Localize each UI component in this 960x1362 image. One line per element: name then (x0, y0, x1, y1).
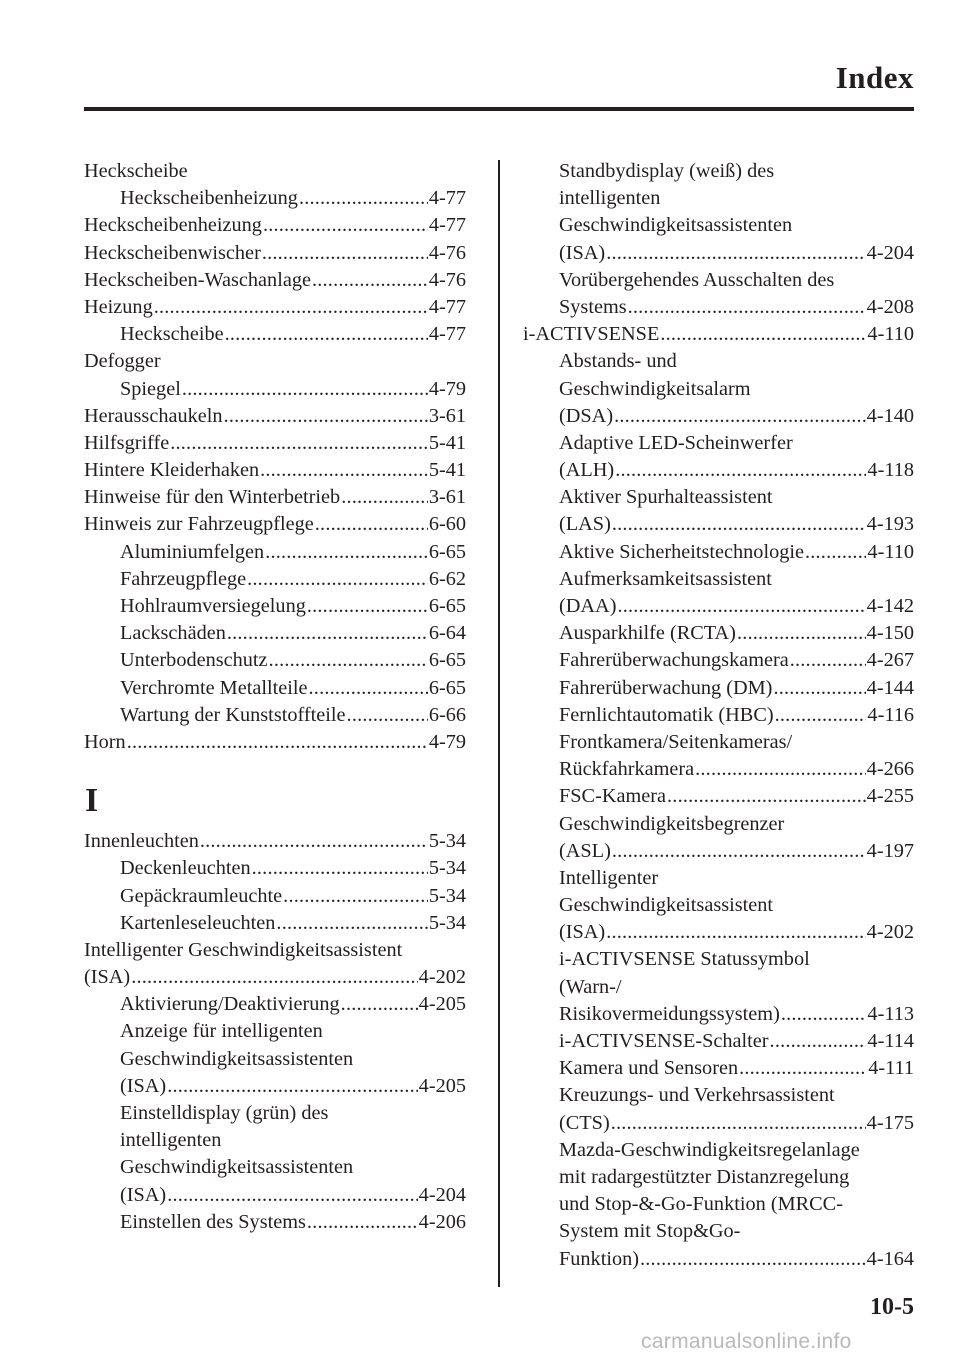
index-subentry (523, 566, 914, 593)
index-subentry (84, 185, 466, 212)
index-subentry (523, 1246, 914, 1273)
index-entry-text: intelligenten (559, 187, 661, 210)
index-page-ref: 4-255 (866, 785, 914, 808)
index-subentry (84, 910, 466, 937)
index-entry-text: Standbydisplay (weiß) des (559, 160, 775, 182)
index-subentry (523, 702, 914, 729)
index-subentry (523, 1137, 914, 1164)
index-entry-text: (LAS) (559, 513, 611, 536)
index-entry-text: Kreuzungs- und Verkehrsassistent (559, 1084, 835, 1107)
dot-leader (262, 240, 428, 267)
index-subentry (523, 756, 914, 783)
index-entry (84, 267, 466, 294)
index-entry (523, 321, 914, 348)
index-page-ref: 4-76 (428, 241, 466, 264)
index-page-ref: 4-204 (418, 1183, 466, 1206)
index-subentry (523, 457, 914, 484)
index-subentry (523, 376, 914, 403)
index-page-ref: 4-77 (428, 187, 466, 210)
index-subentry (84, 702, 466, 729)
dot-leader (606, 919, 865, 946)
index-page-ref: 4-267 (866, 649, 914, 672)
index-entry-text: intelligenten (120, 1129, 222, 1152)
index-subentry (84, 593, 466, 620)
index-subentry (84, 1209, 466, 1236)
dot-leader (790, 647, 866, 674)
index-page-ref: 4-175 (866, 1111, 914, 1134)
index-subentry (523, 919, 914, 946)
index-subentry (523, 212, 914, 239)
index-page-ref: 6-65 (428, 540, 466, 563)
dot-leader (612, 838, 866, 865)
index-entry-text: Fernlichtautomatik (HBC) (559, 703, 774, 726)
index-page-ref: 4-111 (868, 1057, 914, 1080)
index-entry-text: Heckscheibenheizung (120, 187, 298, 210)
index-page-ref: 4-205 (418, 1074, 466, 1097)
index-subentry (523, 1082, 914, 1109)
index-subentry (84, 855, 466, 882)
index-entry-text: (ISA) (84, 966, 131, 989)
index-entry-text: Geschwindigkeitsassistenten (120, 1047, 354, 1070)
dot-leader (781, 1001, 867, 1028)
index-page-ref: 6-65 (428, 676, 466, 699)
index-entry-text: (ISA) (559, 921, 606, 944)
index-entry-text: Geschwindigkeitsbegrenzer (559, 812, 785, 835)
dot-leader (225, 321, 428, 348)
index-page-ref: 6-62 (428, 567, 466, 590)
index-page-ref: 3-61 (428, 404, 466, 427)
index-entry-text: (Warn-/ (559, 975, 622, 998)
dot-leader (695, 756, 866, 783)
dot-leader (252, 855, 428, 882)
dot-leader (167, 1182, 417, 1209)
index-subentry (523, 158, 914, 185)
watermark: carmanualsonline.info (641, 1330, 852, 1353)
index-subentry (523, 974, 914, 1001)
index-entry-text: Heizung (84, 295, 153, 318)
page-header-title: Index (835, 60, 914, 95)
index-entry (84, 158, 466, 185)
index-entry (84, 729, 466, 756)
dot-leader (265, 539, 428, 566)
index-entry-text: und Stop-&-Go-Funktion (MRCC- (559, 1193, 843, 1216)
dot-leader (341, 991, 418, 1018)
dot-leader (775, 702, 867, 729)
dot-leader (737, 620, 866, 647)
dot-leader (307, 1209, 418, 1236)
index-subentry (523, 348, 914, 375)
index-subentry (523, 1001, 914, 1028)
index-entry-text: Mazda-Geschwindigkeitsregelanlage (559, 1138, 860, 1161)
index-entry (84, 828, 466, 855)
index-entry-text: Aktive Sicherheitstechnologie (559, 540, 804, 563)
index-entry-text: Aktivierung/Deaktivierung (120, 993, 340, 1016)
index-entry (84, 403, 466, 430)
index-subentry (523, 484, 914, 511)
index-entry (84, 430, 466, 457)
index-entry-text: Heckscheibe (84, 160, 188, 182)
index-page-ref: 4-193 (866, 513, 914, 536)
index-page-ref: 4-113 (867, 1002, 914, 1025)
index-page-ref: 5-34 (428, 911, 466, 934)
index-page-ref: 4-206 (418, 1210, 466, 1233)
index-entry-text: System mit Stop&Go- (559, 1220, 741, 1243)
column-divider (498, 160, 500, 1287)
dot-leader (617, 593, 865, 620)
index-entry-text: Hinweis zur Fahrzeugpflege (84, 513, 314, 536)
index-subentry (84, 1182, 466, 1209)
index-entry-text: Geschwindigkeitsassistent (559, 894, 774, 917)
page-number: 10-5 (870, 1294, 914, 1320)
dot-leader (131, 964, 417, 991)
index-entry (84, 964, 466, 991)
dot-leader (347, 702, 428, 729)
dot-leader (182, 376, 428, 403)
index-page-ref: 6-65 (428, 649, 466, 672)
index-subentry (523, 647, 914, 674)
index-entry-text: Fahrerüberwachung (DM) (559, 676, 773, 699)
index-entry (84, 294, 466, 321)
index-entry-text: (DAA) (559, 595, 617, 617)
dot-leader (200, 828, 428, 855)
index-subentry (523, 511, 914, 538)
index-subentry (523, 892, 914, 919)
index-entry-text: Einstellen des Systems (120, 1210, 306, 1233)
index-page-ref: 4-142 (866, 595, 914, 617)
index-subentry (523, 675, 914, 702)
dot-leader (805, 539, 866, 566)
dot-leader (640, 1246, 866, 1273)
dot-leader (341, 484, 428, 511)
index-entry-text: Innenleuchten (84, 830, 199, 853)
index-page-ref: 4-76 (428, 268, 466, 291)
index-page-ref: 4-114 (867, 1030, 914, 1052)
index-entry (84, 511, 466, 538)
index-entry-text: Vorübergehendes Ausschalten des (559, 268, 835, 291)
dot-leader (315, 511, 428, 538)
index-page-ref: 3-61 (428, 486, 466, 509)
index-subentry (523, 1191, 914, 1218)
dot-leader (615, 457, 866, 484)
index-page-ref: 4-266 (866, 758, 914, 781)
index-subentry (523, 185, 914, 212)
index-entry-text: Abstands- und (559, 350, 677, 373)
index-subentry (523, 729, 914, 756)
index-page-ref: 6-60 (428, 513, 466, 536)
index-entry-text: Heckscheibenheizung (84, 214, 262, 237)
index-entry-text: i-ACTIVSENSE-Schalter (559, 1030, 769, 1052)
index-entry-text: Adaptive LED-Scheinwerfer (559, 431, 793, 454)
index-entry-text: Intelligenter (559, 866, 659, 889)
dot-leader (283, 883, 428, 910)
index-entry (84, 348, 466, 375)
dot-leader (739, 1055, 867, 1082)
dot-leader (667, 783, 866, 810)
index-subentry (84, 1073, 466, 1100)
dot-leader (312, 267, 428, 294)
index-page-ref: 5-34 (428, 857, 466, 880)
index-subentry (84, 620, 466, 647)
index-entry-text: (CTS) (559, 1111, 610, 1134)
dot-leader (299, 185, 428, 212)
index-subentry (84, 566, 466, 593)
dot-leader (154, 294, 428, 321)
index-entry (84, 212, 466, 239)
index-page-ref: 4-77 (428, 295, 466, 318)
index-entry-text: Aufmerksamkeitsassistent (559, 567, 772, 590)
index-entry (84, 484, 466, 511)
index-page-ref: 4-140 (866, 404, 914, 427)
index-subentry (523, 838, 914, 865)
index-entry-text: Hintere Kleiderhaken (84, 459, 260, 482)
index-entry (84, 457, 466, 484)
dot-leader (612, 511, 866, 538)
index-entry-text: Wartung der Kunststoffteile (120, 703, 346, 726)
dot-leader (127, 729, 428, 756)
index-page-ref: 4-202 (418, 966, 466, 989)
index-entry-text: Systems (559, 295, 627, 318)
header-rule (84, 107, 914, 111)
index-entry-text: Verchromte Metallteile (120, 676, 308, 699)
index-column-left (84, 158, 466, 1236)
index-entry-text: Funktion) (559, 1247, 640, 1270)
index-entry-text: i-ACTIVSENSE Statussymbol (559, 948, 810, 971)
index-page-ref: 4-79 (428, 730, 466, 753)
index-entry-text: Gepäckraumleuchte (120, 884, 283, 907)
index-subentry (523, 783, 914, 810)
dot-leader (224, 403, 428, 430)
index-subentry (523, 1028, 914, 1055)
index-page-ref: 4-205 (418, 993, 466, 1016)
index-subentry (523, 267, 914, 294)
index-subentry (523, 539, 914, 566)
index-page-ref: 4-164 (866, 1247, 914, 1270)
dot-leader (611, 1110, 866, 1137)
index-entry-text: Geschwindigkeitsassistenten (559, 214, 793, 237)
dot-leader (309, 675, 428, 702)
index-entry (84, 240, 466, 267)
index-page-ref: 5-41 (428, 459, 466, 482)
index-entry-text: Heckscheibe (120, 323, 224, 346)
index-entry-text: Deckenleuchten (120, 857, 251, 880)
index-entry-text: Ausparkhilfe (RCTA) (559, 622, 736, 645)
index-subentry (523, 1110, 914, 1137)
dot-leader (227, 620, 428, 647)
index-entry-text: Risikovermeidungssystem) (559, 1002, 780, 1025)
dot-leader (307, 593, 428, 620)
index-page-ref: 4-116 (867, 703, 914, 726)
index-page-ref: 4-110 (867, 540, 914, 563)
index-subentry (84, 1127, 466, 1154)
index-entry-text: i-ACTIVSENSE (523, 323, 660, 346)
index-entry-text: (ISA) (559, 241, 606, 264)
index-subentry (84, 647, 466, 674)
index-page-ref: 6-66 (428, 703, 466, 726)
index-subentry (523, 430, 914, 457)
index-entry-text: (ALH) (559, 459, 615, 482)
index-subentry (523, 593, 914, 620)
index-page-ref: 4-77 (428, 214, 466, 237)
dot-leader (269, 647, 428, 674)
index-entry-text: mit radargestützter Distanzregelung (559, 1165, 850, 1188)
index-subentry (523, 294, 914, 321)
index-subentry (84, 321, 466, 348)
index-entry-text: FSC-Kamera (559, 785, 667, 808)
index-entry-text: Geschwindigkeitsalarm (559, 377, 751, 400)
index-entry-text: Einstelldisplay (grün) des (120, 1102, 329, 1124)
index-section-letter: I (85, 782, 99, 820)
index-subentry (84, 883, 466, 910)
dot-leader (247, 566, 428, 593)
index-entry-text: Kartenleseleuchten (120, 911, 276, 934)
index-entry-text: Unterbodenschutz (120, 649, 268, 672)
dot-leader (770, 1028, 867, 1055)
index-page-ref: 5-34 (428, 884, 466, 907)
index-page-ref: 4-208 (866, 295, 914, 318)
dot-leader (628, 294, 866, 321)
dot-leader (170, 430, 428, 457)
index-entry-text: Hohlraumversiegelung (120, 595, 306, 617)
index-page-ref: 4-77 (428, 323, 466, 346)
index-entry-text: Aluminiumfelgen (120, 540, 265, 563)
index-subentry (84, 991, 466, 1018)
dot-leader (167, 1073, 417, 1100)
index-subentry (523, 620, 914, 647)
index-entry-text: Hilfsgriffe (84, 431, 170, 454)
index-entry-text: (ISA) (120, 1074, 167, 1097)
index-subentry (84, 539, 466, 566)
index-entry-text: Fahrzeugpflege (120, 567, 247, 590)
index-subentry (84, 1046, 466, 1073)
index-subentry (523, 946, 914, 973)
index-entry-text: Heckscheibenwischer (84, 241, 261, 264)
dot-leader (276, 910, 427, 937)
index-entry-text: Herausschaukeln (84, 404, 223, 427)
dot-leader (263, 212, 428, 239)
index-entry-text: Defogger (84, 350, 161, 373)
index-entry-text: (ISA) (120, 1183, 167, 1206)
index-subentry (523, 811, 914, 838)
index-subentry (84, 376, 466, 403)
dot-leader (660, 321, 866, 348)
index-entry-text: Spiegel (120, 377, 181, 400)
index-page-ref: 4-150 (866, 622, 914, 645)
index-subentry (523, 1218, 914, 1245)
index-page-ref: 4-79 (428, 377, 466, 400)
index-entry-text: Aktiver Spurhalteassistent (559, 486, 773, 509)
index-entry-text: (DSA) (559, 404, 614, 427)
index-entry-text: Geschwindigkeitsassistenten (120, 1156, 354, 1179)
index-page-ref: 4-204 (866, 241, 914, 264)
index-page-ref: 4-118 (867, 459, 914, 482)
index-page-ref: 6-65 (428, 595, 466, 617)
index-subentry (84, 1100, 466, 1127)
dot-leader (606, 240, 865, 267)
index-page-ref: 4-197 (866, 839, 914, 862)
index-subentry (523, 240, 914, 267)
index-entry-text: Kamera und Sensoren (559, 1057, 739, 1080)
dot-leader (773, 675, 865, 702)
index-subentry (523, 865, 914, 892)
index-entry-text: Horn (84, 730, 126, 753)
index-page-ref: 5-34 (428, 830, 466, 853)
index-entry-text: Anzeige für intelligenten (120, 1020, 323, 1043)
index-entry-text: Frontkamera/Seitenkameras/ (559, 730, 793, 753)
index-subentry (523, 403, 914, 430)
index-entry-text: Intelligenter Geschwindigkeitsassistent (84, 938, 403, 961)
index-entry-text: Hinweise für den Winterbetrieb (84, 486, 341, 509)
index-subentry (84, 675, 466, 702)
index-entry-text: (ASL) (559, 839, 611, 862)
index-subentry (523, 1055, 914, 1082)
index-column-right (523, 158, 914, 1273)
index-subentry (84, 1154, 466, 1181)
index-entry (84, 937, 466, 964)
index-page-ref: 4-202 (866, 921, 914, 944)
index-page-ref: 4-144 (866, 676, 914, 699)
index-entry-text: Lackschäden (120, 622, 226, 645)
index-entry-text: Fahrerüberwachungskamera (559, 649, 789, 672)
index-subentry (84, 1018, 466, 1045)
index-page-ref: 5-41 (428, 431, 466, 454)
index-page-ref: 4-110 (867, 323, 914, 346)
dot-leader (614, 403, 866, 430)
index-page-ref: 6-64 (428, 622, 466, 645)
index-entry-text: Heckscheiben-Waschanlage (84, 268, 311, 291)
index-subentry (523, 1164, 914, 1191)
index-entry-text: Rückfahrkamera (559, 758, 695, 781)
dot-leader (260, 457, 428, 484)
